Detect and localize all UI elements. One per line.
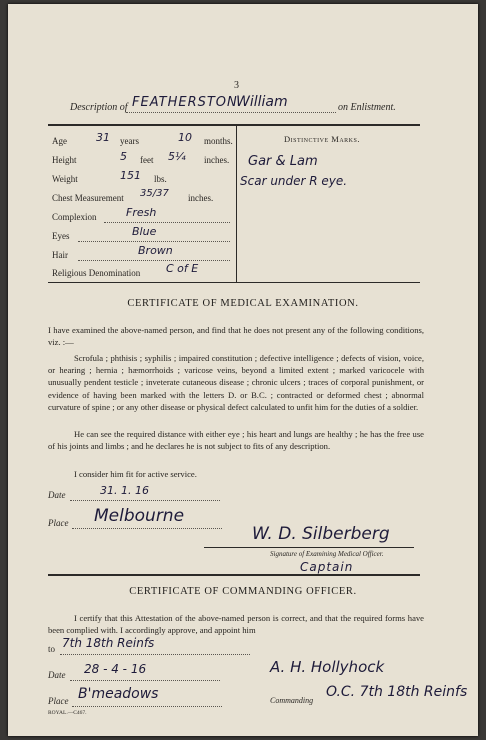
age-label: Age bbox=[52, 136, 67, 146]
chest-value: 35/37 bbox=[140, 188, 169, 199]
attestation-page bbox=[8, 4, 478, 736]
marks-line-1: Gar & Lam bbox=[248, 154, 318, 169]
description-dots bbox=[126, 112, 336, 113]
complexion-value: Fresh bbox=[126, 206, 157, 219]
chest-label: Chest Measurement bbox=[52, 193, 124, 203]
co-signature: A. H. Hollyhock bbox=[270, 658, 385, 676]
years-label: years bbox=[120, 136, 139, 146]
medical-intro: I have examined the above-named person, and find that he does not present any of the following conditions, viz. :— bbox=[48, 325, 424, 348]
hair-dots bbox=[78, 260, 230, 261]
height-label: Height bbox=[52, 155, 77, 165]
height-inches: 5¼ bbox=[168, 150, 186, 163]
complexion-dots bbox=[104, 222, 230, 223]
to-label: to bbox=[48, 644, 56, 654]
signature-line bbox=[204, 547, 414, 548]
medical-date-value: 31. 1. 16 bbox=[100, 484, 149, 497]
complexion-label: Complexion bbox=[52, 212, 97, 222]
box-bottom-rule bbox=[48, 282, 420, 283]
co-date-value: 28 - 4 - 16 bbox=[84, 662, 147, 676]
co-date-dots bbox=[70, 680, 220, 681]
lbs-label: lbs. bbox=[154, 174, 167, 184]
co-place-value: B'meadows bbox=[78, 686, 159, 702]
height-feet: 5 bbox=[120, 150, 127, 163]
co-place-label: Place bbox=[48, 696, 69, 706]
distinctive-marks-title: Distinctive Marks. bbox=[284, 134, 360, 144]
co-place-dots bbox=[72, 706, 222, 707]
medical-title: CERTIFICATE OF MEDICAL EXAMINATION. bbox=[127, 298, 359, 309]
marks-line-2: Scar under R eye. bbox=[240, 174, 348, 188]
months-label: months. bbox=[204, 136, 233, 146]
commanding-label: Commanding bbox=[270, 696, 314, 705]
medical-date-label: Date bbox=[48, 490, 66, 500]
officer-rank: Captain bbox=[300, 560, 354, 574]
page-number: 3 bbox=[234, 80, 239, 91]
religion-label: Religious Denomination bbox=[52, 268, 141, 278]
co-date-label: Date bbox=[48, 670, 66, 680]
chest-unit: inches. bbox=[188, 193, 214, 203]
feet-label: feet bbox=[140, 155, 154, 165]
medical-conditions: Scrofula ; phthisis ; syphilis ; impaired constitution ; defective intelligence ; defects of vision, voice, or hearing ; hernia ; hæmorrhoids ; varicose veins, beyond a limited extent ; marked varicocele with unusually pendent testicle ; inveterate cutaneous disease ; chronic ulcers ; traces of corporal punishment, or evidence of having been marked with the letters D. or B.C. ; contracted or deformed chest ; abnormal curvature of spine ; or any other disease or physical defect calculated to unfit him for the duties of a soldier. bbox=[48, 353, 424, 412]
given-name: William bbox=[236, 94, 288, 110]
description-prefix: Description of bbox=[70, 102, 128, 113]
hair-label: Hair bbox=[52, 250, 68, 260]
age-years: 31 bbox=[96, 131, 110, 144]
inches-label: inches. bbox=[204, 155, 230, 165]
to-value: 7th 18th Reinfs bbox=[62, 636, 155, 650]
hair-value: Brown bbox=[138, 244, 173, 257]
medical-place-dots bbox=[72, 528, 222, 529]
medical-place-value: Melbourne bbox=[94, 506, 185, 526]
box-divider bbox=[236, 126, 237, 282]
eyes-label: Eyes bbox=[52, 231, 70, 241]
weight-value: 151 bbox=[120, 169, 141, 182]
medical-officer-signature: W. D. Silberberg bbox=[252, 524, 390, 544]
commanding-value: O.C. 7th 18th Reinfs bbox=[326, 684, 468, 700]
description-suffix: on Enlistment. bbox=[338, 102, 396, 113]
medical-fitness: He can see the required distance with either eye ; his heart and lungs are healthy ; he has the free use of his joints and limbs ; and he declares he is not subject to fits of any description. bbox=[48, 429, 424, 452]
medical-date-dots bbox=[70, 500, 220, 501]
weight-label: Weight bbox=[52, 174, 78, 184]
to-dots bbox=[60, 654, 250, 655]
religion-value: C of E bbox=[166, 262, 199, 275]
box-top-rule bbox=[48, 124, 420, 126]
section-divider bbox=[48, 574, 420, 576]
signature-caption: Signature of Examining Medical Officer. bbox=[270, 550, 384, 558]
eyes-value: Blue bbox=[132, 225, 157, 238]
printer-footer: ROYAL.—C467. bbox=[48, 710, 87, 716]
age-months: 10 bbox=[178, 131, 192, 144]
commanding-text: I certify that this Attestation of the above-named person is correct, and that the required forms have been complied with. I accordingly approve, and appoint him bbox=[48, 613, 424, 636]
medical-place-label: Place bbox=[48, 518, 69, 528]
commanding-title: CERTIFICATE OF COMMANDING OFFICER. bbox=[129, 586, 357, 597]
eyes-dots bbox=[78, 241, 230, 242]
surname: FEATHERSTON bbox=[132, 95, 238, 110]
medical-conclusion: I consider him fit for active service. bbox=[74, 469, 197, 479]
